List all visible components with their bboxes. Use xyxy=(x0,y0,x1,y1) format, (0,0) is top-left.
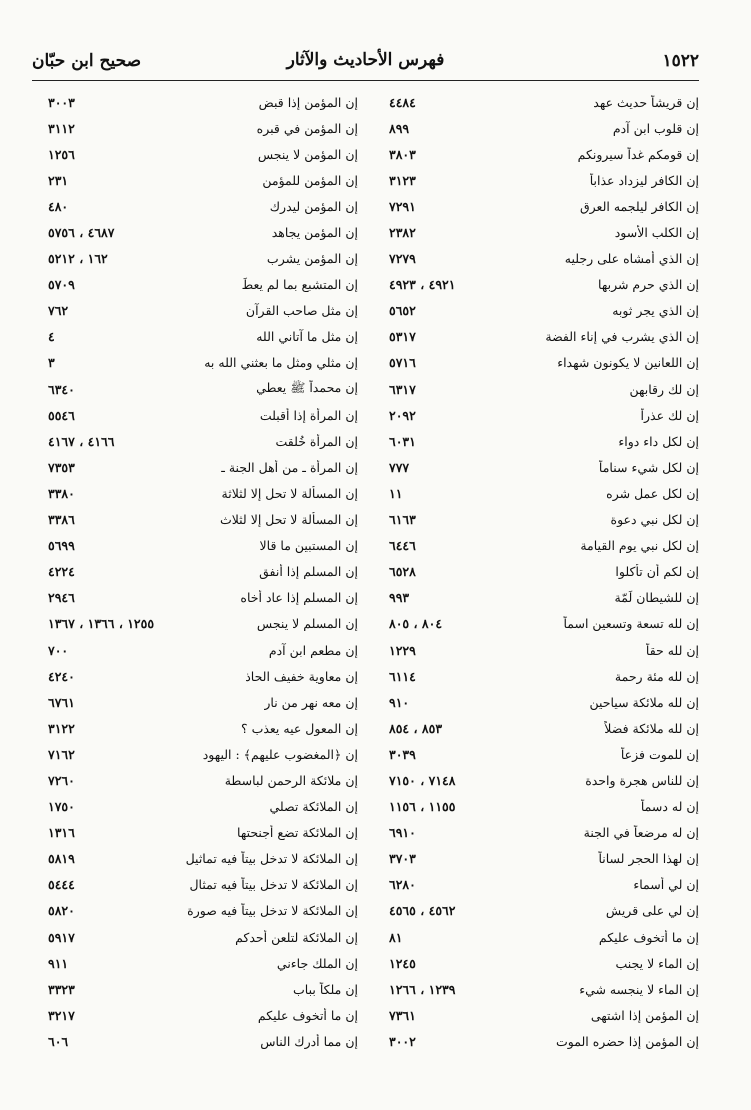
index-entry xyxy=(40,741,358,767)
index-entry xyxy=(40,350,358,376)
hadith-incipit: إن لكل نبي دعوة xyxy=(610,512,699,528)
hadith-number: ٣١٢٣ xyxy=(389,172,416,188)
hadith-number: ٢٩٤٦ xyxy=(48,590,75,606)
index-entry xyxy=(381,480,699,506)
hadith-number: ٥٤٤٤ xyxy=(48,877,75,893)
index-entry xyxy=(40,507,358,533)
hadith-number: ٦١١٤ xyxy=(389,668,416,684)
hadith-incipit: إن لي على قريش xyxy=(605,903,699,919)
hadith-number: ٤٢٤٠ xyxy=(48,668,75,684)
hadith-incipit: إن الملائكة لتلعن أحدكم xyxy=(235,929,358,945)
hadith-number: ٨١ xyxy=(389,929,403,945)
hadith-incipit: إن اللعانين لا يكونون شهداء xyxy=(557,355,699,371)
hadith-number: ٩١١ xyxy=(48,955,69,971)
hadith-incipit: إن لكل نبي يوم القيامة xyxy=(580,538,699,554)
hadith-incipit: إن المسلم لا ينجس xyxy=(256,616,358,632)
index-entry xyxy=(381,507,699,533)
hadith-number: ٦٤٤٦ xyxy=(389,538,416,554)
index-entry xyxy=(40,1028,358,1054)
index-entry xyxy=(40,402,358,428)
hadith-incipit: إن المؤمن يجاهد xyxy=(271,225,358,241)
hadith-incipit: إن الكافر ليلجمه العرق xyxy=(579,198,699,214)
hadith-incipit: إن الملائكة تضع أجنحتها xyxy=(237,825,358,841)
index-entry xyxy=(40,585,358,611)
hadith-number: ٧٢٩١ xyxy=(389,198,416,214)
hadith-number: ٧١٦٢ xyxy=(48,746,75,762)
index-entry xyxy=(40,559,358,585)
index-entry xyxy=(381,1002,699,1028)
hadith-incipit: إن للشيطان لَمّة xyxy=(614,590,699,606)
index-entry xyxy=(40,924,358,950)
hadith-incipit: إن المتشبع بما لم يعطَ xyxy=(241,277,358,293)
index-entry xyxy=(40,89,358,115)
hadith-number: ٥٨٢٠ xyxy=(48,903,75,919)
index-entry xyxy=(40,637,358,663)
hadith-number: ١٢٢٩ xyxy=(389,642,416,658)
hadith-number: ٥٧١٦ xyxy=(389,355,416,371)
index-entry xyxy=(40,428,358,454)
index-entry xyxy=(40,715,358,741)
hadith-incipit: إن له دسماً xyxy=(640,799,699,815)
hadith-incipit: إن المسلم إذا عاد أخاه xyxy=(240,590,358,606)
index-entry xyxy=(381,741,699,767)
right-column xyxy=(381,89,699,1054)
left-column xyxy=(40,89,358,1054)
hadith-number: ٤٤٨٤ xyxy=(389,94,416,110)
hadith-number: ١١ xyxy=(389,485,403,501)
hadith-incipit: إن المرأة إذا أقبلت xyxy=(259,407,358,423)
hadith-number: ٦٣١٧ xyxy=(389,381,416,397)
index-entry xyxy=(381,924,699,950)
hadith-number: ١٢٥٦ xyxy=(48,146,75,162)
hadith-number: ٤ xyxy=(48,329,55,345)
hadith-number: ٦٣٤٠ xyxy=(48,381,75,397)
hadith-number: ٧٣٥٣ xyxy=(48,459,75,475)
index-entry xyxy=(40,141,358,167)
hadith-incipit: إن مثل ما آتاني الله xyxy=(256,329,358,345)
hadith-incipit: إن الكافر ليزداد عذاباً xyxy=(589,172,699,188)
hadith-incipit: إن المؤمن للمؤمن xyxy=(262,172,358,188)
hadith-number: ٨٩٩ xyxy=(389,120,410,136)
hadith-number: ٧٣٦١ xyxy=(389,1007,416,1023)
hadith-incipit: إن المؤمن ليدرك xyxy=(269,198,358,214)
hadith-number: ١٢٤٥ xyxy=(389,955,416,971)
hadith-incipit: إن قريشاً حديث عهد xyxy=(593,94,699,110)
index-entry xyxy=(40,533,358,559)
hadith-number: ٥٦٥٢ xyxy=(389,303,416,319)
hadith-incipit: إن لكل داء دواء xyxy=(618,433,699,449)
index-entry xyxy=(381,376,699,402)
hadith-incipit: إن لهذا الحجر لساناً xyxy=(598,851,699,867)
index-entry xyxy=(40,480,358,506)
index-entry xyxy=(381,976,699,1002)
index-entry xyxy=(40,820,358,846)
hadith-number: ٧٦٢ xyxy=(48,303,69,319)
hadith-number: ٦٠٦ xyxy=(48,1033,69,1049)
hadith-incipit: إن محمداً ﷺ يعطي xyxy=(256,379,358,395)
index-entry xyxy=(40,324,358,350)
hadith-number: ٧٠٠ xyxy=(48,642,69,658)
hadith-incipit: إن لله ملائكة فضلاً xyxy=(604,720,699,736)
hadith-incipit: إن لله مئة رحمة xyxy=(614,668,699,684)
hadith-incipit: إن الذي حرم شربها xyxy=(598,277,699,293)
hadith-number: ٥٨١٩ xyxy=(48,851,75,867)
index-entry xyxy=(40,272,358,298)
hadith-incipit: إن المسألة لا تحل إلا لثلاثة xyxy=(221,485,358,501)
hadith-incipit: إن الذي يجر ثوبه xyxy=(612,303,699,319)
hadith-incipit: إن ما أتخوف عليكم xyxy=(598,929,699,945)
index-entry xyxy=(381,193,699,219)
book-title: صحيح ابن حبّان xyxy=(32,51,142,71)
index-entry xyxy=(381,715,699,741)
hadith-number: ٧٢٦٠ xyxy=(48,772,75,788)
index-entry xyxy=(40,115,358,141)
hadith-incipit: إن معاوية خفيف الحاذ xyxy=(245,668,358,684)
index-entry xyxy=(40,794,358,820)
hadith-number: ٦٢٨٠ xyxy=(389,877,416,893)
hadith-number: ٨٥٣ ، ٨٥٤ xyxy=(389,720,443,736)
page-number: ١٥٢٢ xyxy=(662,51,699,71)
index-columns xyxy=(40,89,699,1054)
hadith-number: ٦٥٢٨ xyxy=(389,564,416,580)
index-entry xyxy=(40,167,358,193)
index-entry xyxy=(40,1002,358,1028)
hadith-incipit: إن ملائكة الرحمن لباسطة xyxy=(224,772,358,788)
index-entry xyxy=(381,872,699,898)
index-entry xyxy=(40,767,358,793)
index-entry xyxy=(381,89,699,115)
index-entry xyxy=(381,350,699,376)
index-entry xyxy=(40,611,358,637)
hadith-number: ٦١٦٣ xyxy=(389,512,416,528)
index-entry xyxy=(40,689,358,715)
hadith-incipit: إن المرأة خُلقت xyxy=(275,433,358,449)
hadith-number: ٣٣٨٦ xyxy=(48,512,75,528)
hadith-number: ٦٧٦١ xyxy=(48,694,75,710)
hadith-incipit: إن المؤمن في قبره xyxy=(256,120,358,136)
index-entry xyxy=(381,820,699,846)
index-entry xyxy=(381,428,699,454)
index-entry xyxy=(381,767,699,793)
index-entry xyxy=(381,246,699,272)
index-entry xyxy=(381,219,699,245)
hadith-incipit: إن لكم أن تأكلوا xyxy=(615,564,699,580)
hadith-number: ٤٥٦٢ ، ٤٥٦٥ xyxy=(389,903,456,919)
index-entry xyxy=(381,454,699,480)
hadith-incipit: إن للموت فزعاً xyxy=(620,746,699,762)
hadith-number: ١١٥٥ ، ١١٥٦ xyxy=(389,799,456,815)
hadith-incipit: إن الماء لا ينجسه شيء xyxy=(579,981,699,997)
hadith-number: ٢٣١ xyxy=(48,172,69,188)
hadith-number: ٣٠٠٢ xyxy=(389,1033,416,1049)
hadith-number: ٣٠٣٩ xyxy=(389,746,416,762)
hadith-incipit: إن له مرضعاً في الجنة xyxy=(583,825,699,841)
hadith-incipit: إن للناس هجرة واحدة xyxy=(585,772,699,788)
hadith-number: ٦٠٣١ xyxy=(389,433,416,449)
hadith-number: ٣٧٠٣ xyxy=(389,851,416,867)
hadith-number: ١٦٢ ، ٥٢١٢ xyxy=(48,251,108,267)
hadith-incipit: إن الملائكة لا تدخل بيتاً فيه تماثيل xyxy=(185,851,358,867)
hadith-number: ٢٣٨٢ xyxy=(389,225,416,241)
index-entry xyxy=(381,324,699,350)
index-entry xyxy=(381,559,699,585)
hadith-number: ٤٩٢١ ، ٤٩٢٣ xyxy=(389,277,456,293)
hadith-incipit: إن المعول عيه يعذب ؟ xyxy=(240,720,358,736)
index-entry xyxy=(40,193,358,219)
index-entry xyxy=(381,637,699,663)
hadith-incipit: إن الذي يشرب في إناء الفضة xyxy=(545,329,699,345)
hadith-number: ٦٩١٠ xyxy=(389,825,416,841)
hadith-number: ٩٩٣ xyxy=(389,590,410,606)
hadith-incipit: إن المستبين ما قالا xyxy=(259,538,358,554)
index-entry xyxy=(381,115,699,141)
hadith-number: ١٢٣٩ ، ١٢٦٦ xyxy=(389,981,456,997)
hadith-incipit: إن المؤمن لا ينجس xyxy=(257,146,358,162)
index-entry xyxy=(40,898,358,924)
hadith-incipit: إن معه نهر من نار xyxy=(264,694,358,710)
hadith-number: ٤٨٠ xyxy=(48,198,69,214)
hadith-incipit: إن الكلب الأسود xyxy=(614,225,699,241)
index-entry xyxy=(40,976,358,1002)
hadith-number: ٤٦٨٧ ، ٥٧٥٦ xyxy=(48,225,115,241)
hadith-incipit: إن لك عذراً xyxy=(640,407,699,423)
hadith-number: ٣١٢٢ xyxy=(48,720,75,736)
hadith-incipit: إن المسألة لا تحل إلا لثلاث xyxy=(219,512,358,528)
hadith-number: ٥٦٩٩ xyxy=(48,538,75,554)
hadith-incipit: إن لله حقاً xyxy=(645,642,699,658)
hadith-incipit: إن لله تسعة وتسعين اسماً xyxy=(563,616,699,632)
index-entry xyxy=(381,402,699,428)
hadith-number: ٧٢٧٩ xyxy=(389,251,416,267)
hadith-incipit: إن الملائكة تصلي xyxy=(269,799,358,815)
hadith-number: ٤١٦٦ ، ٤١٦٧ xyxy=(48,433,115,449)
index-entry xyxy=(40,298,358,324)
hadith-incipit: إن لله ملائكة سياحين xyxy=(589,694,699,710)
hadith-incipit: إن المسلم إذا أنفق xyxy=(259,564,358,580)
hadith-number: ٧١٤٨ ، ٧١٥٠ xyxy=(389,772,456,788)
hadith-number: ١٢٥٥ ، ١٣٦٦ ، ١٣٦٧ xyxy=(48,616,155,632)
index-entry xyxy=(40,454,358,480)
page-header xyxy=(32,42,699,81)
index-entry xyxy=(40,872,358,898)
hadith-number: ٣ xyxy=(48,355,55,371)
index-entry xyxy=(381,898,699,924)
hadith-number: ٣٣٨٠ xyxy=(48,485,75,501)
hadith-incipit: إن المؤمن يشرب xyxy=(266,251,358,267)
index-entry xyxy=(381,272,699,298)
index-entry xyxy=(381,533,699,559)
hadith-number: ٣٢١٧ xyxy=(48,1007,75,1023)
hadith-incipit: إن الذي أمشاه على رجليه xyxy=(564,251,699,267)
index-entry xyxy=(381,689,699,715)
index-title: فهرس الأحاديث والآثار xyxy=(286,50,445,70)
hadith-number: ١٣١٦ xyxy=(48,825,75,841)
hadith-incipit: إن لك رقابهن xyxy=(629,381,699,397)
index-entry xyxy=(381,585,699,611)
index-entry xyxy=(381,794,699,820)
hadith-number: ٤٢٢٤ xyxy=(48,564,75,580)
hadith-incipit: إن قومكم غداً سيرونكم xyxy=(577,146,699,162)
hadith-incipit: إن مطعم ابن آدم xyxy=(268,642,358,658)
hadith-incipit: إن الملك جاءني xyxy=(276,955,358,971)
hadith-number: ٣١١٢ xyxy=(48,120,75,136)
hadith-number: ٧٧٧ xyxy=(389,459,410,475)
hadith-incipit: إن ما أتخوف عليكم xyxy=(257,1007,358,1023)
hadith-incipit: إن مثلي ومثل ما بعثني الله به xyxy=(204,355,358,371)
hadith-number: ٣٨٠٣ xyxy=(389,146,416,162)
hadith-incipit: إن الملائكة لا تدخل بيتاً فيه تمثال xyxy=(189,877,358,893)
hadith-incipit: إن المؤمن إذا اشتهى xyxy=(590,1007,699,1023)
hadith-number: ٣٣٢٣ xyxy=(48,981,75,997)
index-entry xyxy=(381,846,699,872)
hadith-incipit: إن الماء لا يجنب xyxy=(615,955,699,971)
index-entry xyxy=(381,611,699,637)
index-entry xyxy=(381,1028,699,1054)
hadith-number: ٥٩١٧ xyxy=(48,929,75,945)
index-entry xyxy=(40,219,358,245)
hadith-incipit: إن لكل شيء سناماً xyxy=(598,459,699,475)
hadith-number: ٢٠٩٢ xyxy=(389,407,416,423)
hadith-number: ٥٥٤٦ xyxy=(48,407,75,423)
hadith-incipit: إن مما أدرك الناس xyxy=(260,1033,358,1049)
hadith-incipit: إن الملائكة لا تدخل بيتاً فيه صورة xyxy=(187,903,358,919)
hadith-number: ٥٧٠٩ xyxy=(48,277,75,293)
hadith-number: ٥٣١٧ xyxy=(389,329,416,345)
index-entry xyxy=(381,298,699,324)
hadith-incipit: إن لي أسماء xyxy=(633,877,699,893)
index-entry xyxy=(40,950,358,976)
hadith-number: ٨٠٤ ، ٨٠٥ xyxy=(389,616,443,632)
hadith-incipit: إن مثل صاحب القرآن xyxy=(245,303,358,319)
hadith-number: ٩١٠ xyxy=(389,694,410,710)
index-entry xyxy=(40,246,358,272)
index-entry xyxy=(40,846,358,872)
index-entry xyxy=(381,950,699,976)
index-entry xyxy=(381,141,699,167)
hadith-incipit: إن ﴿المغضوب عليهم﴾ : اليهود xyxy=(202,746,358,762)
hadith-number: ١٧٥٠ xyxy=(48,799,75,815)
hadith-incipit: إن المرأة ـ من أهل الجنة ـ xyxy=(221,459,358,475)
hadith-incipit: إن ملكاً بباب xyxy=(293,981,358,997)
index-entry xyxy=(381,663,699,689)
hadith-incipit: إن قلوب ابن آدم xyxy=(612,120,699,136)
index-entry xyxy=(381,167,699,193)
hadith-number: ٣٠٠٣ xyxy=(48,94,75,110)
hadith-incipit: إن المؤمن إذا حضره الموت xyxy=(556,1033,699,1049)
hadith-incipit: إن لكل عمل شره xyxy=(606,485,699,501)
index-entry xyxy=(40,663,358,689)
index-entry xyxy=(40,376,358,402)
hadith-incipit: إن المؤمن إذا قبض xyxy=(258,94,358,110)
